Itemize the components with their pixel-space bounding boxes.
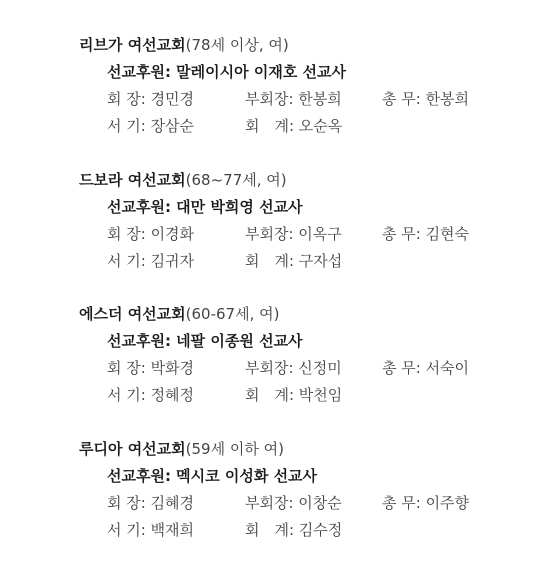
vice-president: 부회장: 신정미 [245,359,342,377]
group-esther [79,301,539,409]
treasurer: 회 계: 김수정 [245,521,343,539]
group-age-range: (78세 이상, 여) [185,36,289,54]
group-title [79,301,539,328]
group-age-range: (59세 이하 여) [185,440,284,458]
general-manager: 총 무: 한봉희 [382,90,470,108]
mission-sponsor: 선교후원: 멕시코 이성화 선교사 [107,467,318,485]
secretary: 서 기: 장삼순 [107,117,195,135]
general-manager: 총 무: 이주향 [382,494,470,512]
group-lydia [79,436,539,544]
officer-row [107,248,539,275]
group-name: 드보라 여선교회 [79,171,186,189]
group-name: 리브가 여선교회 [79,36,186,54]
group-rebekah [79,32,539,140]
president: 회 장: 김혜경 [107,494,195,512]
officer-row [107,221,539,248]
group-deborah [79,167,539,275]
general-manager: 총 무: 김현숙 [382,225,470,243]
group-name: 에스더 여선교회 [79,305,186,323]
group-title [79,32,539,59]
vice-president: 부회장: 이옥구 [245,225,342,243]
mission-sponsor: 선교후원: 네팔 이종원 선교사 [107,332,303,350]
officer-row [107,113,539,140]
secretary: 서 기: 김귀자 [107,252,195,270]
officer-row [107,382,539,409]
group-title [79,167,539,194]
officer-row [107,355,539,382]
vice-president: 부회장: 한봉희 [245,90,342,108]
group-title [79,436,539,463]
officer-row [107,517,539,544]
group-name: 루디아 여선교회 [79,440,186,458]
group-age-range: (68~77세, 여) [185,171,287,189]
secretary: 서 기: 정혜정 [107,386,195,404]
treasurer: 회 계: 박천임 [245,386,343,404]
officer-row [107,86,539,113]
general-manager: 총 무: 서숙이 [382,359,470,377]
officer-row [107,490,539,517]
vice-president: 부회장: 이창순 [245,494,342,512]
president: 회 장: 경민경 [107,90,195,108]
president: 회 장: 박화경 [107,359,195,377]
group-age-range: (60-67세, 여) [185,305,280,323]
secretary: 서 기: 백재희 [107,521,195,539]
president: 회 장: 이경화 [107,225,195,243]
treasurer: 회 계: 오순옥 [245,117,343,135]
treasurer: 회 계: 구자섭 [245,252,343,270]
mission-sponsor: 선교후원: 대만 박희영 선교사 [107,198,303,216]
mission-sponsor: 선교후원: 말레이시아 이재호 선교사 [107,63,347,81]
